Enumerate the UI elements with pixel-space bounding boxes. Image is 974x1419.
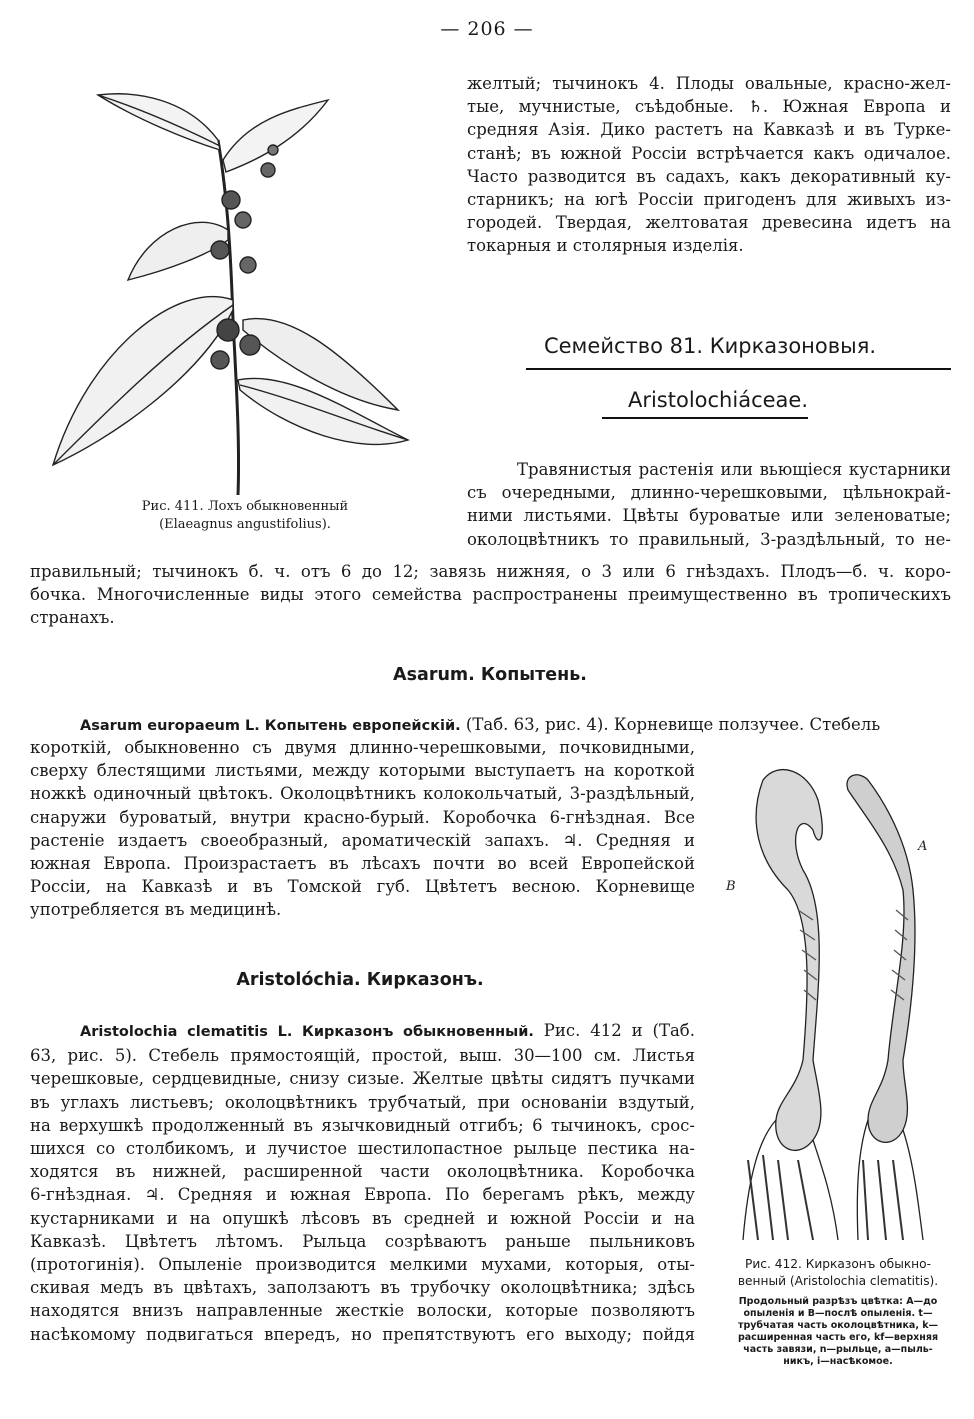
asarum-paragraph — [30, 736, 695, 922]
text-line: (протогинія). Опыленіе производится мелкими мухами, которыя, оты- — [30, 1255, 695, 1275]
text-line: на верхушкѣ продолженный въ язычковидный отгибъ; 6 тычинокъ, срос- — [30, 1115, 695, 1135]
text-line: черешковые, сердцевидные, снизу сизые. Желтые цвѣты сидятъ пучками — [30, 1069, 695, 1089]
family-latin-name: Aristolochiáceae. — [627, 388, 808, 412]
fig-412-illustration — [718, 760, 958, 1250]
family-title: Семейство 81. Кирказоновыя. — [543, 334, 877, 358]
text-line: скивая медъ въ цвѣтахъ, заползаютъ въ трубочку околоцвѣтника; здѣсь — [30, 1278, 695, 1298]
text-line: растеніе издаетъ своеобразный, ароматическій запахъ. ♃. Средняя и — [30, 830, 695, 850]
text-line: короткій, обыкновенно съ двумя длинно-черешковыми, почковидными, — [30, 738, 695, 757]
family-description-full — [30, 560, 951, 630]
text-line: снаружи буроватый, внутри красно-бурый. Коробочка 6-гнѣздная. Все — [30, 807, 695, 827]
text-line: насѣкомому подвигаться впередъ, но препятствуютъ его выходу; пойдя — [30, 1324, 695, 1344]
fig-412-legend-line: Продольный разрѣзъ цвѣтка: A—до — [738, 1296, 938, 1307]
text-line: правильный; тычинокъ б. ч. отъ 6 до 12; завязь нижняя, о 3 или 6 гнѣздахъ. Плодъ—б. ч. коро- — [30, 562, 951, 581]
fig-412-caption-line-2: венный (Aristolochia clematitis). — [737, 1274, 939, 1288]
aristolochia-paragraph — [30, 1019, 695, 1346]
fig-412-label-b: B — [726, 879, 736, 894]
text-line: желтый; тычинокъ 4. Плоды овальные, красно-жел- — [467, 74, 951, 93]
text-line: городей. Твердая, желтоватая древесина идетъ на — [467, 213, 951, 233]
fig-412-legend-line: никъ, i—насѣкомое. — [783, 1356, 893, 1367]
fig-412-legend-line: трубчатая часть околоцвѣтника, k— — [737, 1320, 939, 1331]
text-line: ними листьями. Цвѣты буроватые или зеленоватые; — [467, 506, 951, 526]
text-line: бочка. Многочисленные виды этого семейства распространены преимущественно въ тропическихъ — [30, 585, 951, 605]
fig-411-caption-line-2: (Elaeagnus angustifolius). — [159, 517, 331, 532]
fig-411-illustration — [28, 80, 428, 500]
fig-412-legend — [718, 1296, 958, 1368]
text-line: околоцвѣтникъ то правильный, 3-раздѣльный, то не- — [467, 529, 951, 549]
text-line: употребляется въ медицинѣ. — [30, 900, 282, 920]
text-line: токарныя и столярныя изделія. — [467, 236, 744, 256]
text-line: сверху блестящими листьями, между которыми выступаетъ на короткой — [30, 761, 695, 781]
asarum-heading: Asarum. Копытень. — [393, 665, 587, 685]
text-line: тые, мучнистые, съѣдобные. ♄. Южная Европа и — [467, 97, 951, 117]
fig-412-legend-line: часть завязи, n—рыльце, a—пыль- — [743, 1344, 933, 1355]
page-number: — 206 — — [440, 18, 534, 40]
text-line: 6-гнѣздная. ♃. Средняя и южная Европа. По берегамъ рѣкъ, между — [30, 1185, 695, 1205]
asarum-first-line — [30, 713, 951, 738]
text-line: въ углахъ листьевъ; околоцвѣтникъ трубчатый, при основаніи вздутый, — [30, 1092, 695, 1112]
text-line: ходятся въ нижней, расширенной части околоцвѣтника. Коробочка — [30, 1162, 695, 1182]
family-description-right — [467, 458, 951, 551]
text-line: 63, рис. 5). Стебель прямостоящій, простой, выш. 30—100 см. Листья — [30, 1046, 695, 1066]
text-line: находятся внизъ направленные жесткіе волоски, которые позволяютъ — [30, 1301, 695, 1321]
fig-412-caption — [718, 1256, 958, 1290]
text-line: ножкѣ одиночный цвѣтокъ. Околоцвѣтникъ колокольчатый, 3-раздѣльный, — [30, 784, 695, 804]
asarum-species-name: Asarum europaeum L. Копытень европейскій. — [80, 718, 461, 734]
family-title-rule — [526, 368, 951, 370]
text-line: Травянистыя растенія или вьющіеся кустарники — [517, 460, 951, 479]
text-line: странахъ. — [30, 608, 115, 628]
fig-412-label-a: A — [918, 839, 928, 854]
text-line: южная Европа. Произрастаетъ въ лѣсахъ почти во всей Европейской — [30, 854, 695, 874]
fig-411-caption-line-1: Рис. 411. Лохъ обыкновенный — [141, 499, 349, 514]
text-line: Кавказѣ. Цвѣтетъ лѣтомъ. Рыльца созрѣваютъ раньше пыльниковъ — [30, 1231, 695, 1251]
fig-412-legend-line: расширенная часть его, kf—верхняя — [737, 1332, 939, 1343]
text-line: (Таб. 63, рис. 4). Корневище ползучее. Стебель — [465, 715, 881, 734]
top-paragraph — [467, 72, 951, 258]
text-line: съ очередными, длинно-черешковыми, цѣльнокрай- — [467, 483, 951, 503]
text-line: Часто разводится въ садахъ, какъ декоративный ку- — [467, 166, 951, 186]
aristolochia-heading: Aristolóchia. Кирказонъ. — [236, 970, 484, 990]
aristolochia-species-name: Aristolochia clematitis L. Кирказонъ обыкновенный. — [80, 1024, 534, 1040]
text-line: Россіи, на Кавказѣ и въ Томской губ. Цвѣтетъ весною. Корневище — [30, 877, 695, 897]
fig-412-caption-line-1: Рис. 412. Кирказонъ обыкно- — [744, 1257, 932, 1271]
text-line: Рис. 412 и (Таб. — [543, 1021, 695, 1040]
family-latin-rule — [602, 417, 808, 419]
text-line: кустарниками и на опушкѣ лѣсовъ въ средней и южной Россіи и на — [30, 1208, 695, 1228]
fig-412-legend-line: опыленія и B—послѣ опыленія. t— — [743, 1308, 933, 1319]
text-line: старникъ; на югѣ Россіи пригоденъ для живыхъ из- — [467, 190, 951, 210]
text-line: станѣ; въ южной Россіи встрѣчается какъ одичалое. — [467, 143, 951, 163]
text-line: шихся со столбикомъ, и лучистое шестилопастное рыльце пестика на- — [30, 1139, 695, 1159]
text-line: средняя Азія. Дико растетъ на Кавказѣ и въ Турке- — [467, 120, 951, 140]
